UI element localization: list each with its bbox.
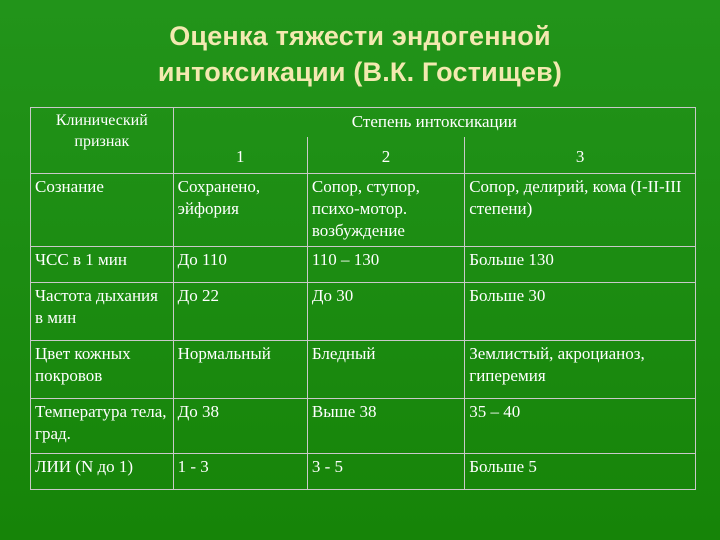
table-row xyxy=(31,246,696,282)
table-row xyxy=(31,282,696,340)
row-degree-3: 35 – 40 xyxy=(465,399,696,453)
row-degree-3: Больше 5 xyxy=(465,453,696,489)
row-degree-1: Нормальный xyxy=(173,341,307,399)
slide-title xyxy=(60,18,660,90)
intoxication-table xyxy=(30,107,696,490)
degree-2: 2 xyxy=(307,137,464,174)
row-degree-2: Бледный xyxy=(307,341,464,399)
header-degree: Степень интоксикации xyxy=(173,108,695,138)
row-sign: Частота дыхания в мин xyxy=(31,282,174,340)
row-sign: ЧСС в 1 мин xyxy=(31,246,174,282)
row-degree-2: До 30 xyxy=(307,282,464,340)
table-row xyxy=(31,174,696,246)
title-line-2: интоксикации (В.К. Гостищев) xyxy=(157,57,563,87)
row-degree-2: Сопор, ступор, психо-мотор. возбуждение xyxy=(307,174,464,246)
row-sign: Температура тела, град. xyxy=(31,399,174,453)
row-degree-1: До 38 xyxy=(173,399,307,453)
row-sign: Сознание xyxy=(31,174,174,246)
row-sign: Цвет кожных покровов xyxy=(31,341,174,399)
row-sign: ЛИИ (N до 1) xyxy=(31,453,174,489)
header-sign: Клинический признак xyxy=(31,108,174,174)
row-degree-3: Больше 130 xyxy=(465,246,696,282)
row-degree-1: До 22 xyxy=(173,282,307,340)
table-row xyxy=(31,341,696,399)
row-degree-1: Сохранено, эйфория xyxy=(173,174,307,246)
row-degree-2: Выше 38 xyxy=(307,399,464,453)
title-line-1: Оценка тяжести эндогенной xyxy=(169,21,551,51)
table-row xyxy=(31,453,696,489)
row-degree-2: 3 - 5 xyxy=(307,453,464,489)
row-degree-1: 1 - 3 xyxy=(173,453,307,489)
row-degree-3: Землистый, акроцианоз, гиперемия xyxy=(465,341,696,399)
row-degree-3: Сопор, делирий, кома (I-II-III степени) xyxy=(465,174,696,246)
row-degree-1: До 110 xyxy=(173,246,307,282)
degree-1: 1 xyxy=(173,137,307,174)
row-degree-3: Больше 30 xyxy=(465,282,696,340)
row-degree-2: 110 – 130 xyxy=(307,246,464,282)
table-row xyxy=(31,399,696,453)
table-header-row xyxy=(31,108,696,138)
degree-3: 3 xyxy=(465,137,696,174)
